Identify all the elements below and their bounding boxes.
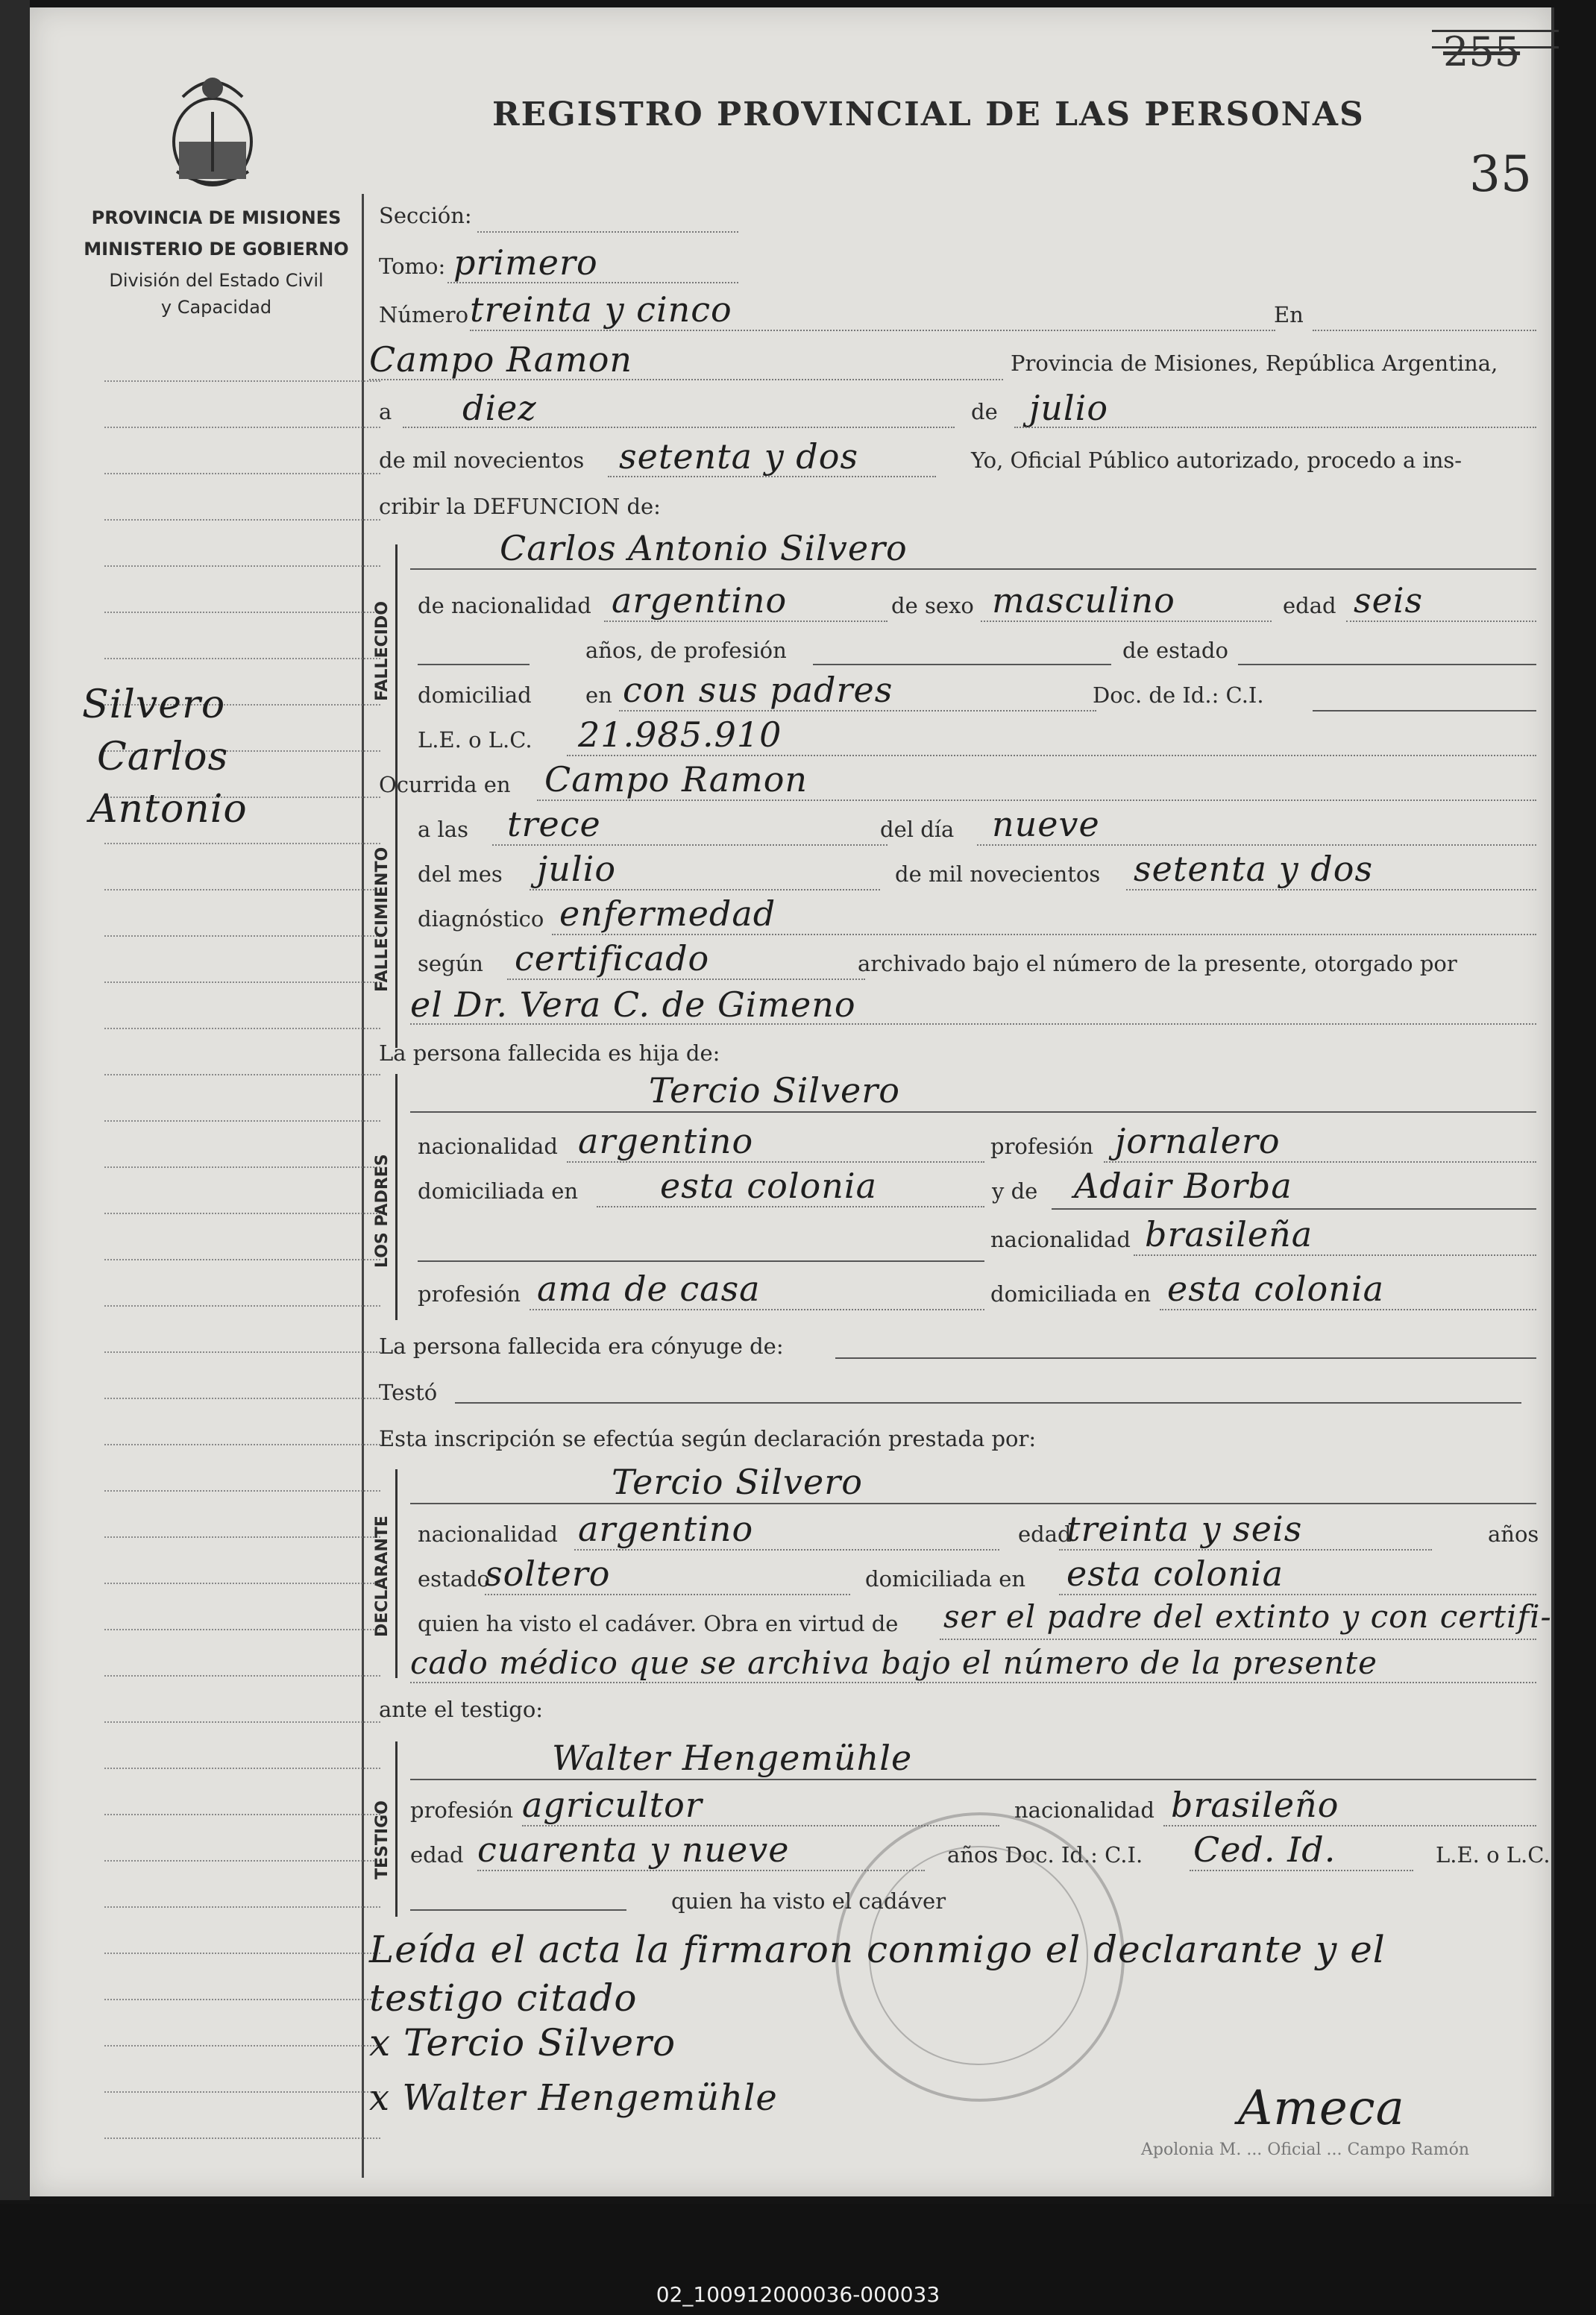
margin-note-first-name: Carlos <box>97 735 229 779</box>
testigo-bar <box>395 1741 398 1917</box>
padre-nacionalidad-label: nacionalidad <box>418 1134 558 1159</box>
official-signature: Ameca <box>1238 2081 1405 2136</box>
testo-label: Testó <box>379 1380 438 1405</box>
otorgado-por-line <box>410 1023 1536 1025</box>
madre-profesion-label: profesión <box>418 1281 521 1307</box>
testigo-visto-label: quien ha visto el cadáver <box>671 1888 946 1914</box>
declarante-edad-line <box>1059 1549 1432 1551</box>
testigo-signature: x Walter Hengemühle <box>369 2077 778 2119</box>
lugar-value: Campo Ramon <box>369 339 633 380</box>
declarante-estado: soltero <box>485 1554 611 1594</box>
margin-rule-line <box>104 1536 380 1538</box>
declarante-nombre: Tercio Silvero <box>612 1462 863 1502</box>
testigo-doc-line <box>1190 1870 1413 1871</box>
testigo-le-label: L.E. o L.C. <box>1436 1842 1551 1868</box>
mes-value: julio <box>1029 388 1109 428</box>
margin-rule-line <box>104 1166 380 1168</box>
testigo-nombre: Walter Hengemühle <box>552 1738 913 1778</box>
margin-rule-line <box>104 1675 380 1677</box>
y-de-label: y de <box>992 1178 1038 1204</box>
hija-label: La persona fallecida es hija de: <box>379 1040 720 1066</box>
margin-rule-line <box>104 2137 380 2139</box>
fallecido-sexo-line <box>981 621 1272 622</box>
margin-rule-line <box>104 1351 380 1353</box>
inscribir-label: cribir la DEFUNCION de: <box>379 494 661 519</box>
anio-value-death: setenta y dos <box>1134 849 1374 889</box>
margin-rule-line <box>104 612 380 613</box>
archivado-label: archivado bajo el número de la presente, otorgado por <box>858 951 1457 976</box>
mes-value-death: julio <box>537 849 617 889</box>
fallecido-doc-line <box>1313 710 1536 712</box>
margin-rule-line <box>104 565 380 567</box>
declarante-visto-line2-rule <box>410 1682 1536 1683</box>
padres-section-label: LOS PADRES <box>373 1154 392 1268</box>
padre-domicilio: esta colonia <box>660 1166 877 1206</box>
declarante-nacionalidad: argentino <box>578 1509 754 1549</box>
margin-rule-line <box>104 1906 380 1908</box>
declarante-nacionalidad-line <box>574 1549 999 1551</box>
mil-label: de mil novecientos <box>379 447 585 473</box>
margin-rule-line <box>104 1305 380 1307</box>
testo-line <box>455 1402 1521 1404</box>
fallecido-edad-label: edad <box>1283 593 1336 618</box>
margin-rule-line <box>104 1860 380 1862</box>
diagnostico-value: enfermedad <box>559 893 776 934</box>
dia-value: diez <box>462 388 537 428</box>
en-line <box>1313 330 1536 331</box>
margin-rule-line <box>104 1814 380 1815</box>
margin-rule-line <box>104 1629 380 1630</box>
segun-value: certificado <box>515 938 710 979</box>
padre-nombre: Tercio Silvero <box>649 1070 900 1111</box>
mes-label: del mes <box>418 861 503 887</box>
ocurrida-line <box>537 800 1536 801</box>
fallecido-nombre: Carlos Antonio Silvero <box>500 528 908 568</box>
tomo-line <box>447 282 738 283</box>
declarante-domicilio: esta colonia <box>1066 1554 1284 1594</box>
testigo-profesion: agricultor <box>522 1785 703 1825</box>
office-division: División del Estado Civil <box>109 270 324 291</box>
declarante-visto-line1: ser el padre del extinto y con certifi- <box>943 1598 1552 1635</box>
fallecido-domicilio-en: en <box>585 682 612 708</box>
padre-domicilio-line <box>597 1206 984 1207</box>
register-page <box>30 7 1551 2196</box>
margin-rule-line <box>104 1953 380 1954</box>
madre-nacionalidad-label: nacionalidad <box>990 1227 1131 1252</box>
numero-line <box>470 330 1275 331</box>
mes-line-death <box>530 889 880 890</box>
declarante-visto-label: quien ha visto el cadáver. Obra en virtud de <box>418 1611 899 1636</box>
fallecido-le-line <box>567 755 1536 756</box>
right-border <box>1551 7 1554 2196</box>
dia-line <box>403 427 955 428</box>
declarante-anios-label: años <box>1488 1521 1539 1547</box>
margin-note-surname: Silvero <box>82 682 226 727</box>
seccion-label: Sección: <box>379 203 472 228</box>
testigo-edad: cuarenta y nueve <box>477 1829 790 1870</box>
office-province: PROVINCIA DE MISIONES <box>91 207 342 228</box>
dia-value-death: nueve <box>992 804 1100 844</box>
hora-label: a las <box>418 817 468 842</box>
madre-domicilio: esta colonia <box>1167 1269 1384 1309</box>
fallecido-nombre-line <box>410 568 1536 570</box>
declarante-estado-label: estado <box>418 1566 491 1592</box>
closing-line-1: Leída el acta la firmaron conmigo el declarante y el <box>369 1928 1386 1971</box>
anio-value: setenta y dos <box>619 436 859 477</box>
dia-label: del día <box>880 817 955 842</box>
ocurrida-value: Campo Ramon <box>544 759 808 800</box>
fallecimiento-section-label: FALLECIMIENTO <box>373 846 392 992</box>
testigo-nacionalidad-line <box>1163 1825 1536 1826</box>
margin-rule-line <box>104 1213 380 1214</box>
fallecido-nacionalidad-line <box>604 621 887 622</box>
testigo-nacionalidad-label: nacionalidad <box>1014 1797 1154 1823</box>
madre-profesion-line <box>530 1309 984 1310</box>
testigo-nombre-line <box>410 1779 1536 1780</box>
fallecido-section-label: FALLECIDO <box>373 601 392 701</box>
fallecido-nacionalidad: argentino <box>612 580 788 621</box>
fallecido-anios-line <box>418 664 530 665</box>
book-binding-edge <box>0 0 30 2200</box>
declarante-edad: treinta y seis <box>1066 1509 1303 1549</box>
ocurrida-label: Ocurrida en <box>379 772 511 797</box>
fallecido-nacionalidad-label: de nacionalidad <box>418 593 591 618</box>
fallecido-domicilio-label: domiciliad <box>418 682 532 708</box>
margin-rule-line <box>104 981 380 983</box>
closing-line-2: testigo citado <box>369 1976 638 2020</box>
padre-domicilio-label: domiciliada en <box>418 1178 579 1204</box>
margin-rule-line <box>104 2045 380 2047</box>
fallecido-sexo: masculino <box>992 580 1175 621</box>
fallecimiento-bar <box>395 809 398 1048</box>
madre-profesion: ama de casa <box>537 1269 761 1309</box>
madre-nombre-line <box>1052 1208 1536 1210</box>
margin-rule-line <box>104 380 380 382</box>
margin-rule-line <box>104 843 380 844</box>
en-label: En <box>1274 302 1304 327</box>
page-title: REGISTRO PROVINCIAL DE LAS PERSONAS <box>492 95 1365 134</box>
padre-profesion-label: profesión <box>990 1134 1094 1159</box>
testigo-doc-label: años Doc. Id.: C.I. <box>947 1842 1143 1868</box>
fallecido-le-value: 21.985.910 <box>578 714 782 755</box>
fallecido-edad-line <box>1346 621 1536 622</box>
declarante-visto-line2: cado médico que se archiva bajo el número de la presente <box>410 1645 1378 1681</box>
conyuge-label: La persona fallecida era cónyuge de: <box>379 1334 784 1359</box>
testigo-section-label: TESTIGO <box>373 1800 392 1879</box>
margin-rule-line <box>104 658 380 659</box>
madre-nombre: Adair Borba <box>1074 1166 1292 1206</box>
margin-rule-line <box>104 1444 380 1445</box>
declarante-visto-line1-rule <box>940 1639 1536 1640</box>
declarante-edad-label: edad <box>1018 1521 1072 1547</box>
hora-value: trece <box>507 804 601 844</box>
margin-rule-line <box>104 1028 380 1029</box>
fallecido-profesion-line <box>813 664 1111 665</box>
declarante-nombre-line <box>410 1503 1536 1504</box>
page-number: 35 <box>1469 145 1532 203</box>
declarante-intro-label: Esta inscripción se efectúa según declaración prestada por: <box>379 1426 1037 1451</box>
margin-rule-line <box>104 473 380 474</box>
otorgado-por-value: el Dr. Vera C. de Gimeno <box>410 984 856 1025</box>
corner-strike-line <box>1432 46 1559 48</box>
dia-line-death <box>977 844 1536 846</box>
fallecido-sexo-label: de sexo <box>891 593 974 618</box>
margin-divider <box>362 194 364 2178</box>
corner-strike-line <box>1432 30 1559 32</box>
margin-rule-line <box>104 1721 380 1723</box>
segun-line <box>507 979 865 980</box>
padre-profesion: jornalero <box>1115 1121 1281 1161</box>
margin-rule-line <box>104 1490 380 1492</box>
padre-nombre-line <box>410 1111 1536 1113</box>
declarante-signature: x Tercio Silvero <box>369 2021 676 2064</box>
anio-label-death: de mil novecientos <box>895 861 1101 887</box>
oficial-label: Yo, Oficial Público autorizado, procedo a ins- <box>971 447 1463 473</box>
seccion-line <box>477 231 738 233</box>
numero-label: Número <box>379 302 469 327</box>
madre-domicilio-line <box>1160 1309 1536 1310</box>
margin-rule-line <box>104 889 380 890</box>
padre-nacionalidad: argentino <box>578 1121 754 1161</box>
office-ministry: MINISTERIO DE GOBIERNO <box>84 239 349 260</box>
madre-domicilio-label: domiciliada en <box>990 1281 1152 1307</box>
numero-value: treinta y cinco <box>470 289 732 330</box>
margin-rule-line <box>104 1120 380 1122</box>
testigo-edad-line <box>477 1870 925 1871</box>
fallecido-estado-line <box>1238 664 1536 665</box>
office-capacity: y Capacidad <box>160 297 272 318</box>
fallecido-le-label: L.E. o L.C. <box>418 727 532 753</box>
margin-rule-line <box>104 1259 380 1260</box>
margin-note-second-name: Antonio <box>89 787 248 832</box>
margin-rule-line <box>104 1398 380 1399</box>
official-stamp-text: Apolonia M. ... Oficial ... Campo Ramón <box>1141 2140 1470 2159</box>
hora-line <box>492 844 887 846</box>
a-label: a <box>379 399 392 424</box>
margin-rule-line <box>104 2091 380 2093</box>
madre-nacionalidad-line <box>1134 1254 1536 1256</box>
mes-line <box>1014 427 1536 428</box>
fallecido-anios-label: años, de profesión <box>585 638 787 663</box>
declarante-section-label: DECLARANTE <box>373 1515 392 1637</box>
declarante-bar <box>395 1469 398 1678</box>
fallecido-estado-label: de estado <box>1122 638 1228 663</box>
provincia-label: Provincia de Misiones, República Argentina, <box>1011 351 1498 376</box>
margin-rule-line <box>104 1583 380 1584</box>
anio-line <box>608 476 936 477</box>
fallecido-domicilio-line <box>619 710 1096 712</box>
declarante-estado-line <box>485 1594 850 1595</box>
padres-bar <box>395 1074 398 1320</box>
de-label: de <box>971 399 998 424</box>
diagnostico-line <box>552 934 1536 935</box>
testigo-profesion-label: profesión <box>410 1797 514 1823</box>
segun-label: según <box>418 951 483 976</box>
declarante-domicilio-line <box>1059 1594 1536 1595</box>
padre-profesion-line <box>1104 1161 1536 1163</box>
margin-rule-line <box>104 1768 380 1769</box>
scan-filename: 02_100912000036-000033 <box>656 2282 940 2307</box>
margin-rule-line <box>104 519 380 521</box>
padre-extra-line <box>418 1260 984 1262</box>
fallecido-domicilio: con sus padres <box>623 670 893 710</box>
tomo-label: Tomo: <box>379 254 446 279</box>
diagnostico-label: diagnóstico <box>418 906 544 932</box>
madre-nacionalidad: brasileña <box>1145 1214 1313 1254</box>
margin-rule-line <box>104 935 380 937</box>
margin-rule-line <box>104 427 380 428</box>
testigo-edad-label: edad <box>410 1842 464 1868</box>
declarante-domicilio-label: domiciliada en <box>865 1566 1026 1592</box>
margin-rule-line <box>104 1999 380 2000</box>
conyuge-line <box>835 1357 1536 1359</box>
lugar-line <box>369 379 1003 380</box>
padre-nacionalidad-line <box>567 1161 984 1163</box>
struck-corner-number: 255 <box>1443 28 1521 75</box>
fallecido-doc-label: Doc. de Id.: C.I. <box>1093 682 1264 708</box>
testigo-doc-value: Ced. Id. <box>1193 1829 1336 1870</box>
fallecido-edad: seis <box>1354 580 1424 621</box>
declarante-nacionalidad-label: nacionalidad <box>418 1521 558 1547</box>
margin-rule-line <box>104 1074 380 1075</box>
testigo-extra-line <box>410 1909 626 1911</box>
testigo-ante-label: ante el testigo: <box>379 1697 544 1722</box>
anio-line-death <box>1126 889 1536 890</box>
tomo-value: primero <box>453 242 598 283</box>
testigo-nacionalidad: brasileño <box>1171 1785 1339 1825</box>
coat-of-arms-icon <box>160 67 265 194</box>
